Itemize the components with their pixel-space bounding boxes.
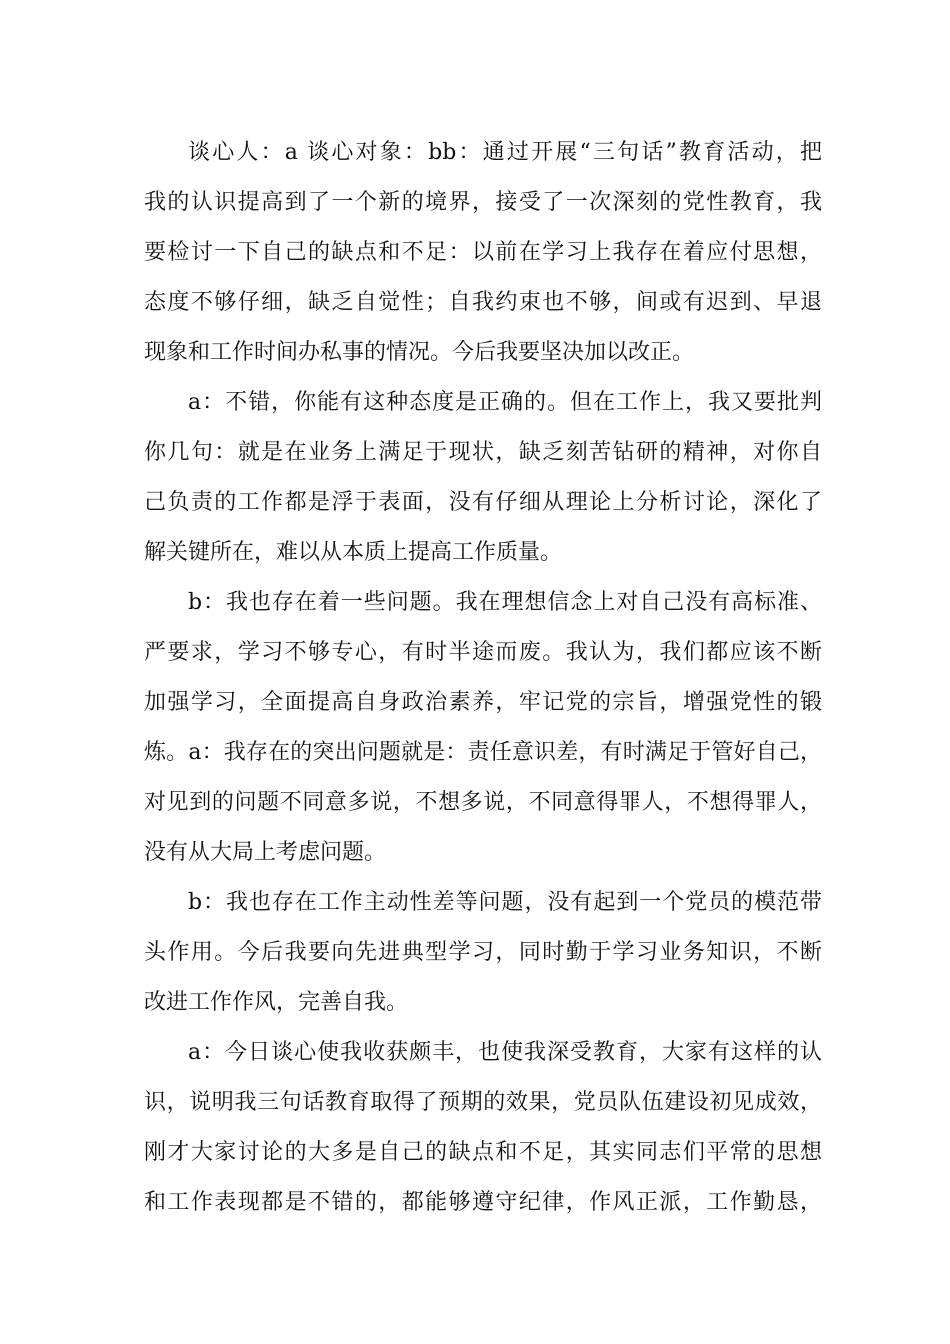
text-line: 谈心人：a 谈心对象：bb：通过开展“三句话”教育活动，把 xyxy=(188,140,822,165)
text-line: 改进工作作风，完善自我。 xyxy=(144,990,409,1015)
text-line: 刚才大家讨论的大多是自己的缺点和不足，其实同志们平常的思想 xyxy=(144,1140,822,1165)
text-line: a：今日谈心使我收获颇丰，也使我深受教育，大家有这样的认 xyxy=(188,1040,822,1065)
text-line: 识，说明我三句话教育取得了预期的效果，党员队伍建设初见成效， xyxy=(144,1090,822,1115)
text-line: a：不错，你能有这种态度是正确的。但在工作上，我又要批判 xyxy=(188,390,822,415)
text-line: 炼。a：我存在的突出问题就是：责任意识差，有时满足于管好自己， xyxy=(144,740,822,765)
text-line: 解关键所在，难以从本质上提高工作质量。 xyxy=(144,540,563,565)
text-line: b：我也存在着一些问题。我在理想信念上对自己没有高标准、 xyxy=(188,590,822,615)
text-line: 我的认识提高到了一个新的境界，接受了一次深刻的党性教育，我 xyxy=(144,190,822,215)
text-line: 己负责的工作都是浮于表面，没有仔细从理论上分析讨论，深化了 xyxy=(144,490,822,515)
text-line: 加强学习，全面提高自身政治素养，牢记党的宗旨，增强党性的锻 xyxy=(144,690,822,715)
text-line: 态度不够仔细，缺乏自觉性；自我约束也不够，间或有迟到、早退 xyxy=(144,290,822,315)
text-line: 对见到的问题不同意多说，不想多说，不同意得罪人，不想得罪人， xyxy=(144,790,822,815)
document-body-text xyxy=(144,128,822,1228)
text-line: b：我也存在工作主动性差等问题，没有起到一个党员的模范带 xyxy=(188,890,822,915)
text-line: 没有从大局上考虑问题。 xyxy=(144,840,387,865)
text-line: 你几句：就是在业务上满足于现状，缺乏刻苦钻研的精神，对你自 xyxy=(144,440,822,465)
text-line: 和工作表现都是不错的，都能够遵守纪律，作风正派，工作勤恳， xyxy=(144,1190,822,1215)
text-line: 头作用。今后我要向先进典型学习，同时勤于学习业务知识，不断 xyxy=(144,940,822,965)
text-line: 严要求，学习不够专心，有时半途而废。我认为，我们都应该不断 xyxy=(144,640,822,665)
text-line: 要检讨一下自己的缺点和不足：以前在学习上我存在着应付思想， xyxy=(144,240,822,265)
text-line: 现象和工作时间办私事的情况。今后我要坚决加以改正。 xyxy=(144,340,695,365)
